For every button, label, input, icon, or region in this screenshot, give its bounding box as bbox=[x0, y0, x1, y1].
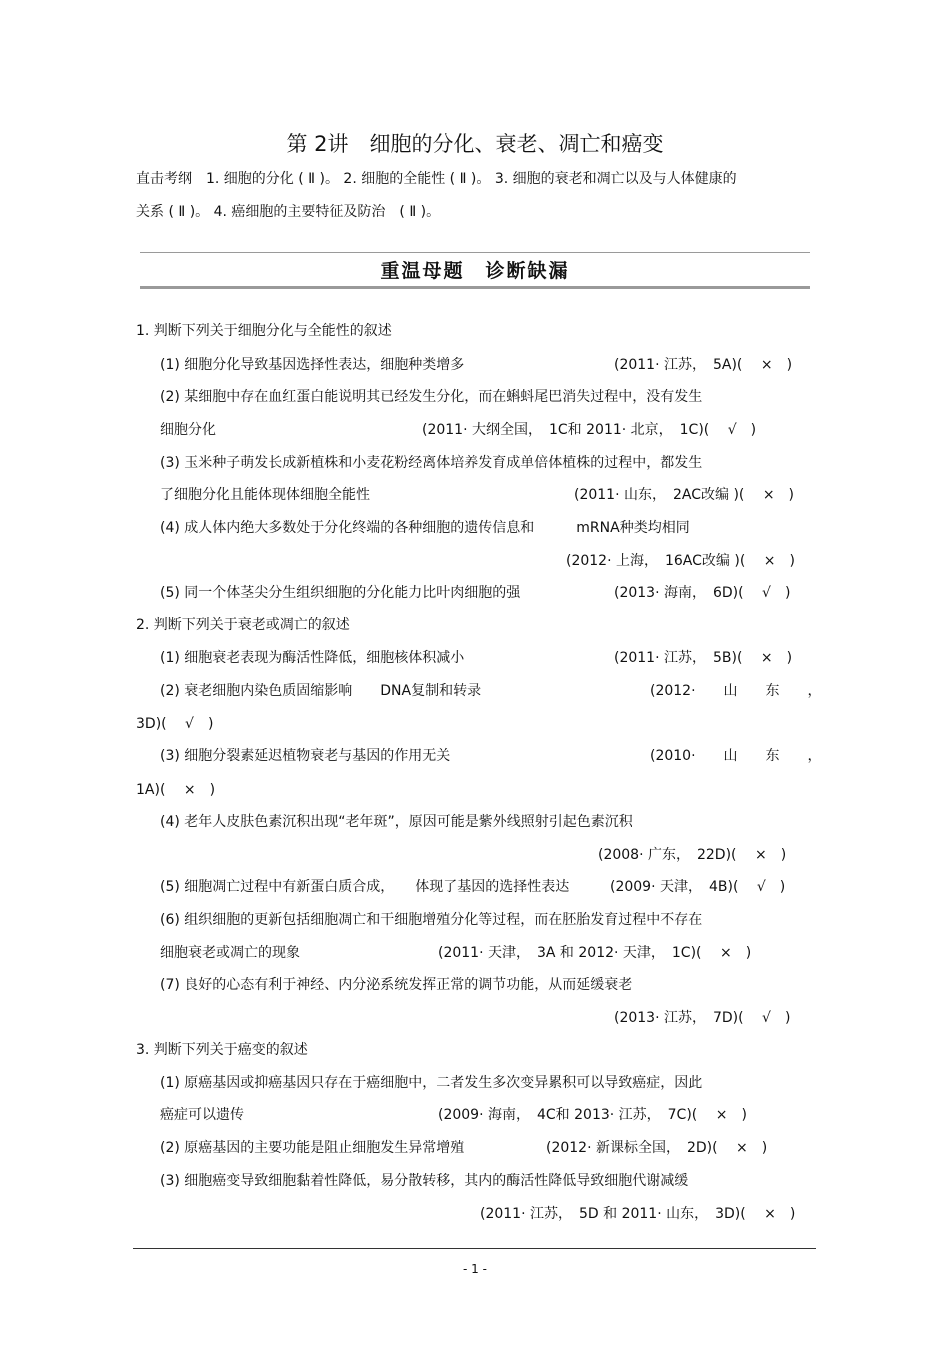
q1-item-3-text: (3) 玉米种子萌发长成新植株和小麦花粉经离体培养发育成单倍体植株的过程中，都发生 bbox=[160, 455, 703, 471]
q2-item-6-source: (2011· 天津， 3A 和 2012· 天津， 1C)( × ) bbox=[438, 945, 752, 961]
q1-item-2-text: (2) 某细胞中存在血红蛋白能说明其已经发生分化，而在蝌蚪尾巴消失过程中，没有发生 bbox=[160, 389, 703, 405]
q2-item-7-source: (2013· 江苏， 7D)( √ ) bbox=[614, 1010, 791, 1026]
q3-item-2-text: (2) 原癌基因的主要功能是阻止细胞发生异常增殖 bbox=[160, 1140, 465, 1156]
question-3-head: 3. 判断下列关于癌变的叙述 bbox=[136, 1042, 308, 1058]
q3-item-1-source: (2009· 海南， 4C和 2013· 江苏， 7C)( × ) bbox=[438, 1107, 747, 1123]
q2-item-1-text: (1) 细胞衰老表现为酶活性降低，细胞核体积减小 bbox=[160, 650, 465, 666]
q1-item-2-text-cont: 细胞分化 bbox=[160, 422, 216, 438]
question-1-head: 1. 判断下列关于细胞分化与全能性的叙述 bbox=[136, 323, 392, 339]
q2-item-3-source-cont: 1A)( × ) bbox=[136, 782, 216, 798]
exam-outline-line-1: 直击考纲 1. 细胞的分化 ( Ⅱ )。 2. 细胞的全能性 ( Ⅱ )。 3. 细胞的衰老和凋亡以及与人体健康的 bbox=[136, 171, 737, 187]
q1-item-3-text-cont: 了细胞分化且能体现体细胞全能性 bbox=[160, 487, 370, 503]
question-2-head: 2. 判断下列关于衰老或凋亡的叙述 bbox=[136, 617, 350, 633]
q3-item-1-text-cont: 癌症可以遗传 bbox=[160, 1107, 244, 1123]
q2-item-7-text: (7) 良好的心态有利于神经、内分泌系统发挥正常的调节功能，从而延缓衰老 bbox=[160, 977, 633, 993]
q3-item-2-source: (2012· 新课标全国， 2D)( × ) bbox=[546, 1140, 768, 1156]
q1-item-4-text: (4) 成人体内绝大多数处于分化终端的各种细胞的遗传信息和 mRNA种类均相同 bbox=[160, 520, 690, 536]
q3-item-1-text: (1) 原癌基因或抑癌基因只存在于癌细胞中，二者发生多次变异累积可以导致癌症，因此 bbox=[160, 1075, 703, 1091]
q2-item-2-source: (2012· 山 东 ， bbox=[650, 683, 822, 699]
footer-rule bbox=[133, 1248, 816, 1249]
page-number: - 1 - bbox=[463, 1262, 487, 1276]
section-header-bottom-rule bbox=[140, 286, 810, 289]
q2-item-4-text: (4) 老年人皮肤色素沉积出现“老年斑”，原因可能是紫外线照射引起色素沉积 bbox=[160, 814, 633, 830]
q2-item-5-text: (5) 细胞凋亡过程中有新蛋白质合成， 体现了基因的选择性表达 bbox=[160, 879, 570, 895]
q2-item-1-source: (2011· 江苏， 5B)( × ) bbox=[614, 650, 793, 666]
q2-item-6-text-cont: 细胞衰老或凋亡的现象 bbox=[160, 945, 300, 961]
q2-item-3-source: (2010· 山 东 ， bbox=[650, 748, 822, 764]
q2-item-6-text: (6) 组织细胞的更新包括细胞凋亡和干细胞增殖分化等过程，而在胚胎发育过程中不存在 bbox=[160, 912, 703, 928]
q1-item-3-source: (2011· 山东， 2AC改编 )( × ) bbox=[574, 487, 795, 503]
q3-item-3-source: (2011· 江苏， 5D 和 2011· 山东， 3D)( × ) bbox=[480, 1206, 796, 1222]
exam-outline-line-2: 关系 ( Ⅱ )。 4. 癌细胞的主要特征及防治 ( Ⅱ )。 bbox=[136, 204, 441, 220]
q2-item-2-source-cont: 3D)( √ ) bbox=[136, 716, 214, 732]
section-title: 重温母题 诊断缺漏 bbox=[380, 260, 570, 282]
section-header-top-rule bbox=[140, 252, 810, 253]
q1-item-5-text: (5) 同一个体茎尖分生组织细胞的分化能力比叶肉细胞的强 bbox=[160, 585, 521, 601]
q1-item-5-source: (2013· 海南， 6D)( √ ) bbox=[614, 585, 791, 601]
q1-item-1-source: (2011· 江苏， 5A)( × ) bbox=[614, 357, 793, 373]
q1-item-1-text: (1) 细胞分化导致基因选择性表达，细胞种类增多 bbox=[160, 357, 465, 373]
lesson-title: 第 2讲 细胞的分化、衰老、凋亡和癌变 bbox=[286, 132, 664, 156]
q2-item-4-source: (2008· 广东， 22D)( × ) bbox=[598, 847, 787, 863]
q1-item-2-source: (2011· 大纲全国， 1C和 2011· 北京， 1C)( √ ) bbox=[422, 422, 757, 438]
q2-item-3-text: (3) 细胞分裂素延迟植物衰老与基因的作用无关 bbox=[160, 748, 451, 764]
q2-item-5-source: (2009· 天津， 4B)( √ ) bbox=[610, 879, 786, 895]
q2-item-2-text: (2) 衰老细胞内染色质固缩影响 DNA复制和转录 bbox=[160, 683, 482, 699]
q1-item-4-source: (2012· 上海， 16AC改编 )( × ) bbox=[566, 553, 795, 569]
q3-item-3-text: (3) 细胞癌变导致细胞黏着性降低，易分散转移，其内的酶活性降低导致细胞代谢减缓 bbox=[160, 1173, 689, 1189]
